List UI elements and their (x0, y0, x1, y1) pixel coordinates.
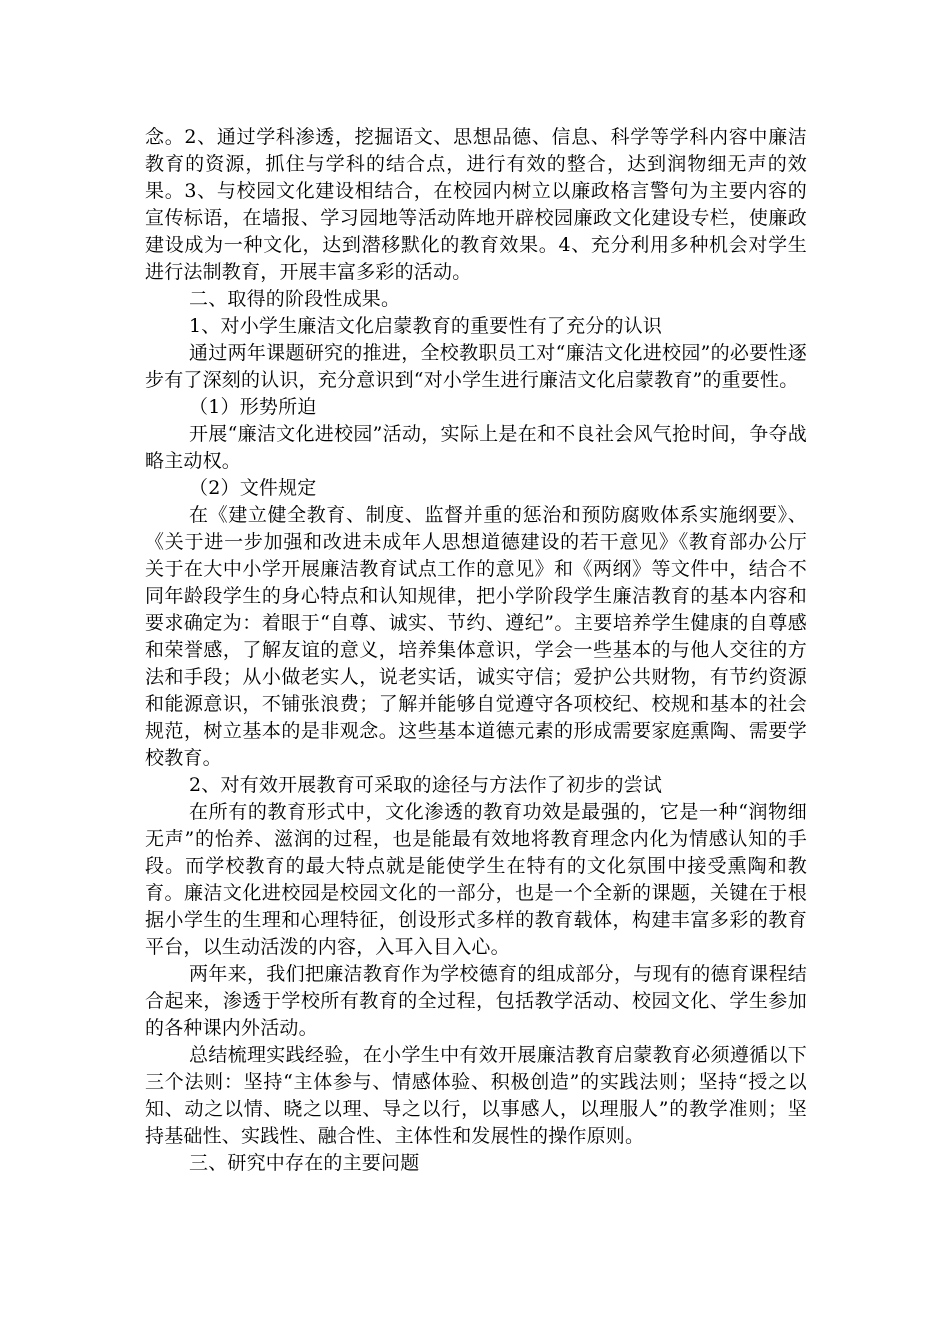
paragraph-culture: 在所有的教育形式中，文化渗透的教育功效是最强的，它是一种“润物细无声”的怡养、滋润的过程，也是能最有效地将教育理念内化为情感认知的手段。而学校教育的最大特点就是能使学生在特有的文化氛围中接受熏陶和教育。廉洁文化进校园是校园文化的一部分，也是一个全新的课题，关键在于根据小学生的生理和心理特征，创设形式多样的教育载体，构建丰富多彩的教育平台，以生动活泼的内容，入耳入目入心。 (145, 801, 807, 958)
paragraph-two-years: 两年来，我们把廉洁教育作为学校德育的组成部分，与现有的德育课程结合起来，渗透于学校所有教育的全过程，包括教学活动、校园文化、学生参加的各种课内外活动。 (145, 963, 807, 1039)
subheading-methods: 2、对有效开展教育可采取的途径与方法作了初步的尝试 (189, 774, 663, 796)
document-body (145, 124, 807, 1177)
section-heading-problems: 三、研究中存在的主要问题 (189, 1152, 420, 1174)
paragraph-awareness: 通过两年课题研究的推进，全校教职员工对“廉洁文化进校园”的必要性逐步有了深刻的认识，充分意识到“对小学生进行廉洁文化启蒙教育”的重要性。 (145, 342, 807, 391)
paragraph-continuation: 念。2、通过学科渗透，挖掘语文、思想品德、信息、科学等学科内容中廉洁教育的资源，抓住与学科的结合点，进行有效的整合，达到润物细无声的效果。3、与校园文化建设相结合，在校园内树立以廉政格言警句为主要内容的宣传标语，在墙报、学习园地等活动阵地开辟校园廉政文化建设专栏，使廉政建设成为一种文化，达到潜移默化的教育效果。4、充分利用多种机会对学生进行法制教育，开展丰富多彩的活动。 (145, 126, 807, 283)
paragraph-situation: 开展“廉洁文化进校园”活动，实际上是在和不良社会风气抢时间，争夺战略主动权。 (145, 423, 807, 472)
paragraph-documents: 在《建立健全教育、制度、监督并重的惩治和预防腐败体系实施纲要》、《关于进一步加强和改进未成年人思想道德建设的若干意见》《教育部办公厅关于在大中小学开展廉洁教育试点工作的意见》和《两纲》等文件中，结合不同年龄段学生的身心特点和认知规律，把小学阶段学生廉洁教育的基本内容和要求确定为：着眼于“自尊、诚实、节约、遵纪”。主要培养学生健康的自尊感和荣誉感，了解友谊的意义，培养集体意识，学会一些基本的与他人交往的方法和手段；从小做老实人，说老实话，诚实守信；爱护公共财物，有节约资源和能源意识，不铺张浪费；了解并能够自觉遵守各项校纪、校规和基本的社会规范，树立基本的是非观念。这些基本道德元素的形成需要家庭熏陶、需要学校教育。 (145, 504, 807, 769)
item-heading-documents: （2）文件规定 (189, 477, 317, 499)
subheading-awareness: 1、对小学生廉洁文化启蒙教育的重要性有了充分的认识 (189, 315, 663, 337)
section-heading-achievements: 二、取得的阶段性成果。 (189, 288, 401, 310)
item-heading-situation: （1）形势所迫 (189, 396, 317, 418)
paragraph-summary: 总结梳理实践经验，在小学生中有效开展廉洁教育启蒙教育必须遵循以下三个法则：坚持“主体参与、情感体验、积极创造”的实践法则；坚持“授之以知、动之以情、晓之以理、导之以行，以事感人，以理服人”的教学准则；坚持基础性、实践性、融合性、主体性和发展性的操作原则。 (145, 1044, 807, 1147)
